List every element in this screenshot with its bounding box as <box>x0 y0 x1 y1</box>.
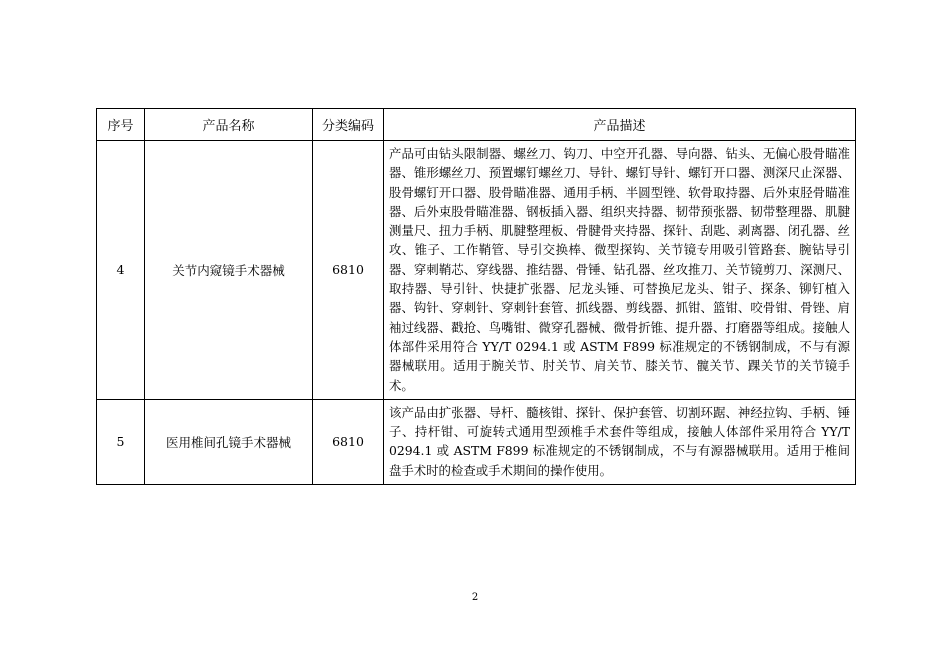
header-category-code: 分类编码 <box>313 109 384 141</box>
table-header-row <box>97 109 856 141</box>
row-category-code: 6810 <box>313 399 384 484</box>
row-product-name: 医用椎间孔镜手术器械 <box>145 399 313 484</box>
table-row <box>97 399 856 484</box>
header-product-description: 产品描述 <box>384 109 856 141</box>
header-serial-no: 序号 <box>97 109 145 141</box>
row-product-name: 关节内窥镜手术器械 <box>145 141 313 400</box>
header-product-name: 产品名称 <box>145 109 313 141</box>
row-category-code: 6810 <box>313 141 384 400</box>
row-serial-no: 4 <box>97 141 145 400</box>
table-row <box>97 141 856 400</box>
row-serial-no: 5 <box>97 399 145 484</box>
row-product-description: 该产品由扩张器、导杆、髓核钳、探针、保护套管、切割环踞、神经拉钩、手柄、锤子、持杆钳、可旋转式通用型颈椎手术套件等组成，接触人体部件采用符合 YY/T 0294.1 或 ASTM F899 标准规定的不锈钢制成，不与有源器械联用。适用于椎间盘手术时的检查或手术期间的操作使用。 <box>384 399 856 484</box>
product-table <box>96 108 856 485</box>
page-number: 2 <box>471 592 479 603</box>
row-product-description: 产品可由钻头限制器、螺丝刀、钩刀、中空开孔器、导向器、钻头、无偏心股骨瞄准器、锥形螺丝刀、预置螺钉螺丝刀、导针、螺钉导针、螺钉开口器、测深尺止深器、股骨螺钉开口器、股骨瞄准器、通用手柄、半圆型锉、软骨取持器、后外束胫骨瞄准器、后外束股骨瞄准器、钢板插入器、组织夹持器、韧带预张器、韧带整理器、肌腱测量尺、扭力手柄、肌腱整理板、骨腱骨夹持器、探针、刮匙、剥离器、闭孔器、丝攻、锥子、工作鞘管、导引交换棒、微型探钩、关节镜专用吸引管路套、腕钻导引器、穿刺鞘芯、穿线器、推结器、骨锤、钻孔器、丝攻推刀、关节镜剪刀、深测尺、取持器、导引针、快捷扩张器、尼龙头锤、可替换尼龙头、钳子、探条、铆钉植入器、钩针、穿刺针、穿刺针套管、抓线器、剪线器、抓钳、篮钳、咬骨钳、骨锉、肩袖过线器、戳抢、鸟嘴钳、微穿孔器械、微骨折锥、提升器、打磨器等组成。接触人体部件采用符合 YY/T 0294.1 或 ASTM F899 标准规定的不锈钢制成，不与有源器械联用。适用于腕关节、肘关节、肩关节、膝关节、髋关节、踝关节的关节镜手术。 <box>384 141 856 400</box>
